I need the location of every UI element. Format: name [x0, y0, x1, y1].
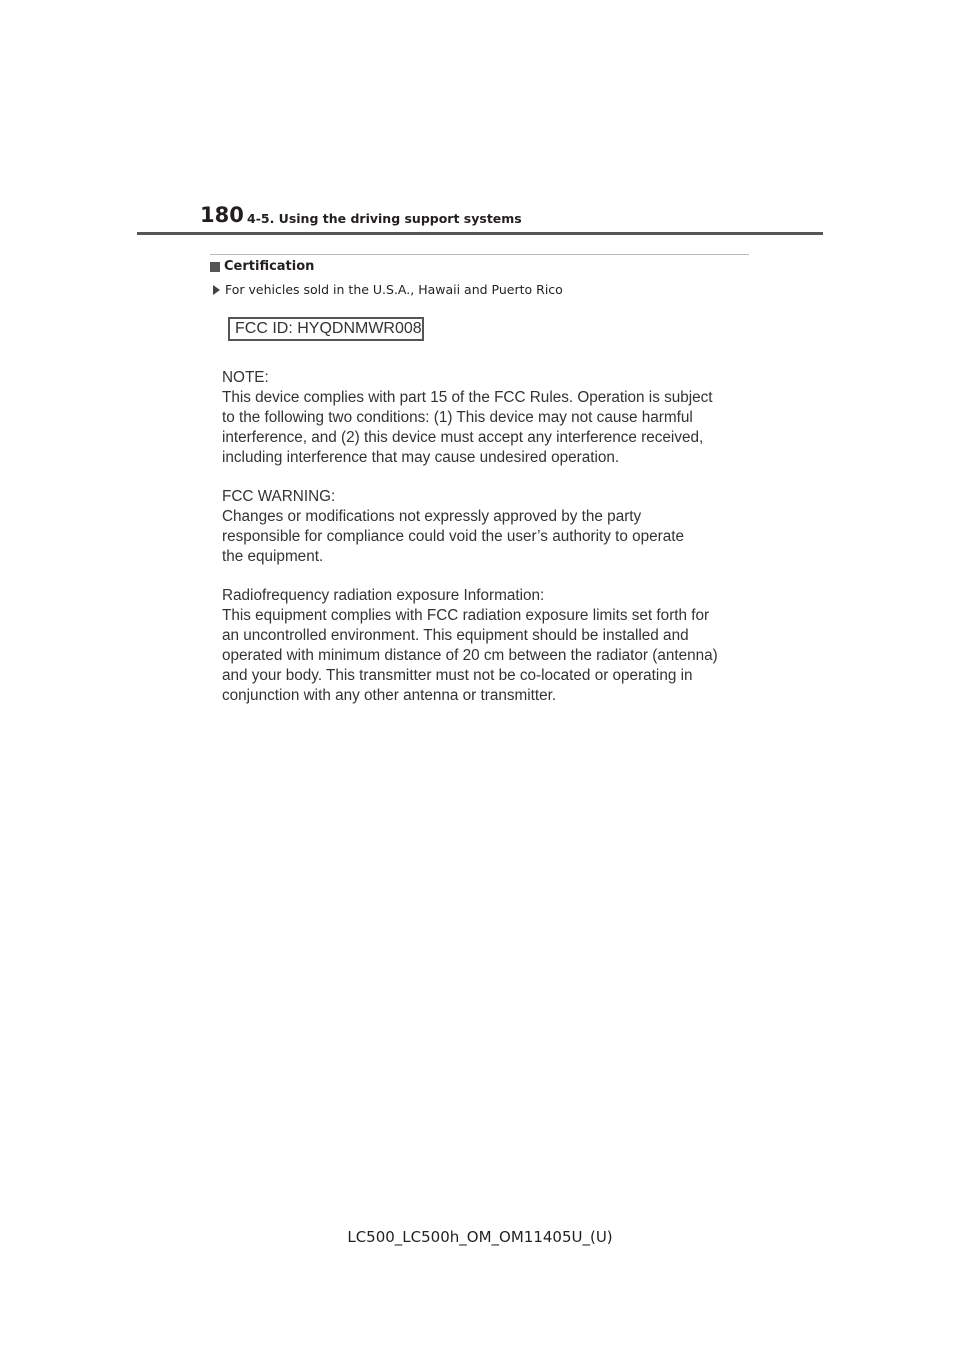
radio-line: conjunction with any other antenna or transmitter.: [222, 687, 557, 704]
bullet-text: For vehicles sold in the U.S.A., Hawaii and Puerto Rico: [225, 282, 563, 297]
note-block: [222, 368, 752, 468]
note-line: interference, and (2) this device must accept any interference received,: [222, 429, 704, 446]
page-number: 180: [200, 203, 244, 227]
radio-line: operated with minimum distance of 20 cm between the radiator (antenna): [222, 647, 718, 664]
warning-line: the equipment.: [222, 548, 324, 565]
region-bullet: [213, 282, 563, 297]
certification-heading: [210, 259, 314, 274]
note-line: to the following two conditions: (1) This device may not cause harmful: [222, 409, 693, 426]
warning-title: FCC WARNING:: [222, 488, 336, 505]
warning-line: responsible for compliance could void the user’s authority to operate: [222, 528, 685, 545]
header-rule: [137, 232, 823, 235]
note-line: This device complies with part 15 of the FCC Rules. Operation is subject: [222, 389, 713, 406]
document-code-footer: LC500_LC500h_OM_OM11405U_(U): [347, 1228, 613, 1246]
radio-line: an uncontrolled environment. This equipment should be installed and: [222, 627, 689, 644]
warning-block: [222, 487, 752, 567]
radio-title: Radiofrequency radiation exposure Information:: [222, 587, 545, 604]
note-line: including interference that may cause undesired operation.: [222, 449, 620, 466]
radio-line: and your body. This transmitter must not be co-located or operating in: [222, 667, 693, 684]
section-title: 4-5. Using the driving support systems: [247, 211, 522, 226]
square-bullet-icon: [210, 262, 220, 272]
warning-line: Changes or modifications not expressly approved by the party: [222, 508, 642, 525]
triangle-bullet-icon: [213, 285, 220, 295]
radio-exposure-block: [222, 586, 752, 706]
heading-text: Certification: [224, 259, 315, 274]
fcc-id-box: FCC ID: HYQDNMWR008: [228, 317, 424, 341]
section-divider: [210, 254, 749, 255]
note-title: NOTE:: [222, 369, 269, 386]
radio-line: This equipment complies with FCC radiation exposure limits set forth for: [222, 607, 710, 624]
